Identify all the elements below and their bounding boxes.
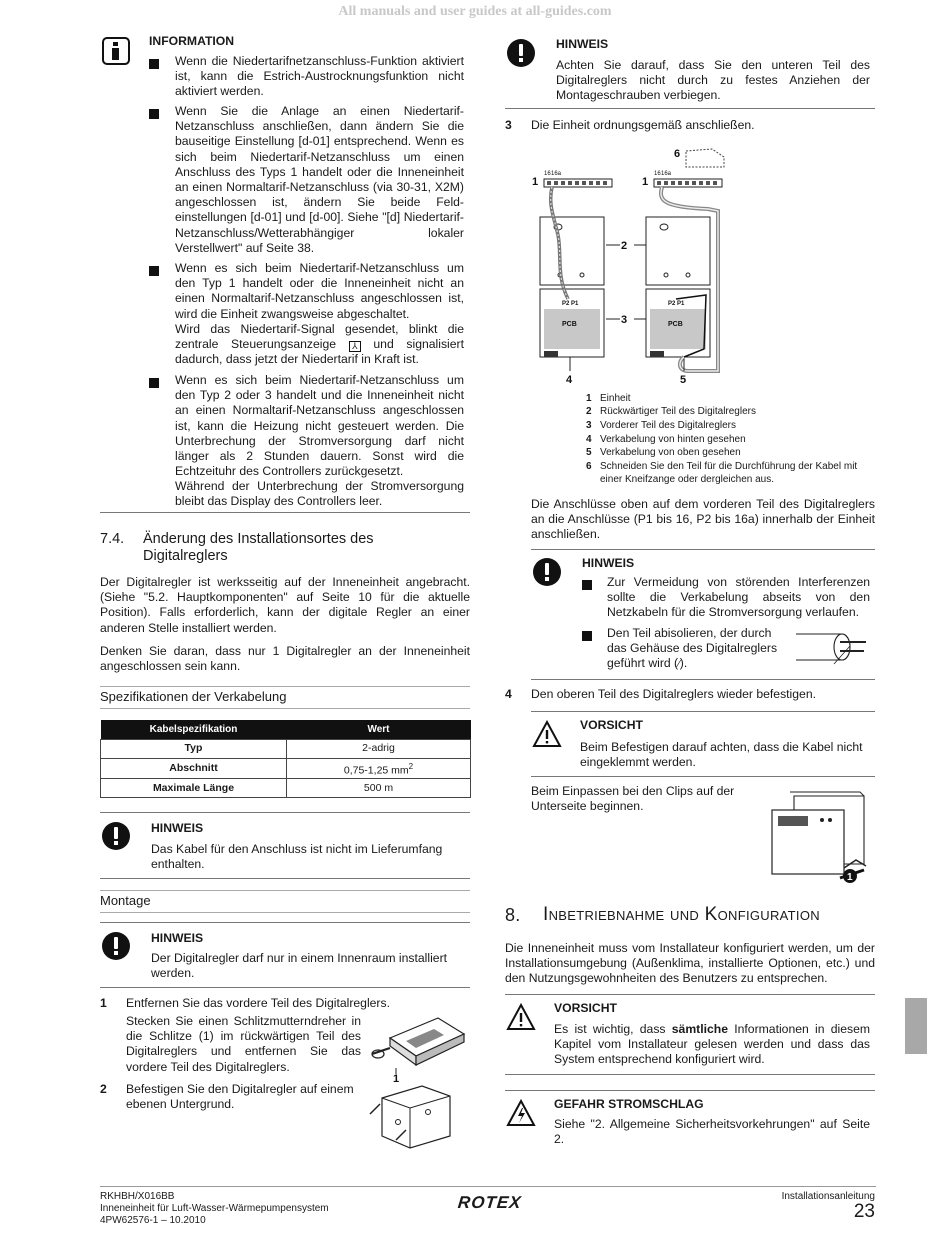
divider [100,987,470,988]
clips-paragraph: Beim Einpassen bei den Clips auf der Unterseite beginnen. [531,784,735,814]
info-title: INFORMATION [149,34,235,48]
p2p1-label-right: P2 P1 [668,301,685,307]
step-4-text: Den oberen Teil des Digitalreglers wieder befestigen. [531,687,816,701]
section-8-vorsicht-title: VORSICHT [554,1001,617,1015]
fig-label-1-left: 1 [532,176,539,188]
fig-label-3: 3 [621,314,628,326]
legend-text: Verkabelung von oben gesehen [600,447,741,458]
hinweis-cable-title: HINWEIS [151,821,204,835]
notice-icon [533,558,561,586]
montage-heading: Montage [100,893,151,908]
wiring-illustration [528,145,734,387]
step-2-text: Befestigen Sie den Digitalregler auf einem ebenen Untergrund. [126,1082,354,1112]
fig-label-5: 5 [680,374,687,386]
spec-value-with-unit [287,758,471,779]
cable-strip-illustration [792,626,872,666]
legend-num: 1 [586,393,592,404]
bullet-icon [582,580,592,590]
notice-icon [507,39,535,67]
bullet-icon [149,59,159,69]
footer-product: Inneneinheit für Luft-Wasser-Wärmepumpensystem [100,1203,329,1214]
fig-label-1-right: 1 [642,176,649,188]
vorsicht-text-bold: sämtliche [671,1022,728,1036]
spec-heading: Spezifikationen der Verkabelung [100,689,287,704]
step-1-number: 1 [100,996,107,1010]
spec-key: Typ [101,739,287,758]
info-bullet-4: Wenn es sich beim Niedertarif-Netzanschluss um den Typ 2 oder 3 handelt und die Inneneinheit nicht an einen Normaltarif-Netzanschluss angeschlossen ist, kann die Heizung nicht gesteuert werden. Die Unterbrechung der Stromversorgung darf nicht länger als 2 Stunden dauern. Sonst wird die Echtzeituhr des Controllers zurückgesetzt. [175,373,464,479]
legend-num: 2 [586,406,592,417]
section-8-number: 8. [505,905,521,925]
fig-label-6: 6 [674,148,681,160]
p2p1-label-left: P2 P1 [562,301,579,307]
vorsicht-text-b: Informationen in diesem Kapitel vom Installateur gelesen werden und dass das System entsprechend konfiguriert wird. [554,1022,871,1067]
section-8-intro: Die Inneneinheit muss vom Installateur konfiguriert werden, um der Installationsumgebung (Außenklima, installierte Optionen, etc.) und den Nutzungsgewohnheiten des Benutzers zu entsprechen. [505,941,875,986]
divider [100,812,470,813]
wall-mount-illustration [368,1082,458,1152]
pcb-label-left: PCB [562,321,577,328]
vorsicht-text-a: Es ist wichtig, dass [554,1022,666,1036]
section-7-4-title-1: Änderung des Installationsortes des [143,531,374,547]
clip-illustration [764,786,874,884]
table-row [101,758,471,779]
legend-item [586,446,741,459]
divider [100,686,470,687]
step-4-number: 4 [505,687,512,701]
clip-label-1: 1 [847,872,853,883]
notice-icon [102,822,130,850]
strip-mark-icon: ⁄ [678,659,680,671]
legend-num: 3 [586,420,592,431]
table-row [101,779,471,798]
right-hinweis-1-title: HINWEIS [556,37,609,51]
electric-shock-icon [506,1099,536,1127]
terminal-16a-label: 16a [551,171,562,177]
right-hinweis-2-bullet-2-text: Den Teil abisolieren, der durch das Gehäuse des Digitalreglers geführt wird ( [607,626,778,671]
montage-hinweis-title: HINWEIS [151,931,204,945]
legend-num: 5 [586,447,592,458]
section-8-vorsicht-text [554,1022,870,1068]
cable-spec-table [100,720,471,798]
info-bullet-2: Wenn Sie die Anlage an einen Niedertarif-Netzanschluss anschließen, dann ändern Sie die bauseitige Einstellung [d-01] entsprechend. Wenn es sich beim Niedertarif-Netzanschluss um einen Anschluss des Typs 1 handelt oder die Inneneinheit an einen Normaltarif-Netzanschluss (via 30-31, X2M) angeschlossen ist, ändern Sie beide Feld-einstellungen [d-01] und [d-00]. Siehe "[d] Niedertarif-Netzanschluss/Wetterabhängiger lokaler Verstellwert" auf Seite 38. [175,104,464,255]
spec-value: 2-adrig [287,739,471,758]
bullet-icon [582,631,592,641]
legend-item [586,460,857,473]
step-1-detail: Stecken Sie einen Schlitzmutterndreher in die Schlitze (1) im rückwärtigen Teil des Digitalreglers und entfernen Sie das vordere Teil des Digitalreglers. [126,1014,361,1074]
section-8-title: Inbetriebnahme und Konfiguration [543,904,820,925]
section-7-4-title-2: Digitalreglers [143,548,228,564]
spec-key: Maximale Länge [101,779,287,798]
terminal-16-label-right: 16 [654,171,661,177]
central-control-icon: ⅄ [349,341,361,352]
terminal-16a-label-right: 16a [661,171,672,177]
legend-item [586,433,746,446]
table-row [101,739,471,758]
footer-doc-number: 4PW62576-1 – 10.2010 [100,1215,206,1226]
caution-icon [532,720,562,748]
spec-col-header-2: Wert [287,720,471,739]
information-icon [102,37,130,65]
vorsicht-1-title: VORSICHT [580,718,643,732]
info-bullet-1: Wenn die Niedertarifnetzanschluss-Funktion aktiviert ist, kann die Estrich-Austrocknungsfunktion nicht aktiviert werden. [175,54,464,99]
legend-item [586,473,774,486]
step-1-text: Entfernen Sie das vordere Teil des Digitalreglers. [126,996,390,1010]
pcb-label-right: PCB [668,321,683,328]
divider [531,711,875,712]
divider [100,708,470,709]
vorsicht-1-text: Beim Befestigen darauf achten, dass die Kabel nicht eingeklemmt werden. [580,740,863,770]
page-number: 23 [853,1201,875,1222]
divider [100,878,470,879]
bullet-icon [149,266,159,276]
legend-item [586,405,756,418]
right-hinweis-2-bullet-2-end: ). [679,656,688,671]
divider [505,1090,875,1091]
legend-text: Verkabelung von hinten gesehen [600,434,746,445]
right-hinweis-2-bullet-1: Zur Vermeidung von störenden Interferenzen sollte die Verkabelung abseits von den Netzkabeln für die Stromversorgung verlaufen. [607,575,870,620]
section-7-4-number: 7.4. [100,531,125,547]
info-bullet-3-extra [175,322,464,368]
divider [100,922,470,923]
right-hinweis-2-title: HINWEIS [582,556,635,570]
spec-col-header-1: Kabelspezifikation [101,720,287,739]
info-bullet-3: Wenn es sich beim Niedertarif-Netzanschluss um den Typ 1 handelt oder die Inneneinheit nicht an einen Normaltarif-Netzanschluss angeschlossen ist, wird die Einheit zwangsweise abgeschaltet. [175,261,464,321]
bullet-icon [149,109,159,119]
legend-text: Einheit [600,393,631,404]
divider [531,776,875,777]
bullet-icon [149,378,159,388]
notice-icon [102,932,130,960]
info-bullet-3-extra-a: Wird das Niedertarif-Signal gesendet, blinkt die zentrale Steuerungsanzeige [175,322,464,352]
spec-key: Abschnitt [101,758,287,779]
footer-brand-logo: ROTEX [457,1193,523,1212]
caution-icon [506,1003,536,1031]
divider [100,890,470,891]
fig-label-2: 2 [621,240,628,252]
gefahr-text: Siehe "2. Allgemeine Sicherheitsvorkehrungen" auf Seite 2. [554,1117,870,1147]
chapter-tab [905,998,927,1054]
divider [505,108,875,109]
fig-label-1: 1 [393,1073,400,1084]
terminal-16-label: 16 [544,171,551,177]
info-bullet-4-extra: Während der Unterbrechung der Stromversorgung bleibt das Display des Controllers leer. [175,479,464,509]
divider [531,549,875,550]
footer-model: RKHBH/X016BB [100,1191,175,1202]
divider [505,994,875,995]
hinweis-cable-text: Das Kabel für den Anschluss ist nicht im Lieferumfang enthalten. [151,842,443,872]
legend-item [586,419,736,432]
spec-value: 500 m [287,779,471,798]
step-3-text: Die Einheit ordnungsgemäß anschließen. [531,118,755,132]
info-bullet-3-extra-b: und signalisiert dadurch, dass jetzt der Niedertarif in Kraft ist. [175,337,464,367]
remove-front-illustration [368,1008,468,1084]
gefahr-title: GEFAHR STROMSCHLAG [554,1097,704,1111]
legend-text: Rückwärtiger Teil des Digitalreglers [600,406,756,417]
right-hinweis-2-bullet-2 [607,626,787,673]
legend-num: 4 [586,434,592,445]
divider [505,1074,875,1075]
section-7-4-paragraph-2: Denken Sie daran, dass nur 1 Digitalregler an der Inneneinheit angeschlossen sein kann. [100,644,470,674]
superscript: 2 [408,761,414,771]
legend-text: Vorderer Teil des Digitalreglers [600,420,736,431]
divider [531,679,875,680]
right-hinweis-1-text: Achten Sie darauf, dass Sie den unteren Teil des Digitalreglers nicht durch zu festes Anziehen der Montageschrauben verbiegen. [556,58,870,103]
footer-doc-type: Installationsanleitung [781,1191,875,1202]
fig-label-4: 4 [566,374,573,386]
divider [100,912,470,913]
step-3-number: 3 [505,118,512,132]
legend-item [586,392,631,405]
step-2-number: 2 [100,1082,107,1096]
section-7-4-paragraph-1: Der Digitalregler ist werksseitig auf der Inneneinheit angebracht. (Siehe "5.2. Hauptkomponenten" auf Seite 10 für die aktuelle Position). Falls erforderlich, kann der digitale Regler an einer anderen Stelle installiert werden. [100,575,470,635]
connection-paragraph: Die Anschlüsse oben auf dem vorderen Teil des Digitalreglers an die Anschlüsse (P1 bis 16, P2 bis 16a) innerhalb der Einheit anschließen. [531,497,875,542]
legend-num: 6 [586,461,592,472]
legend-text: Schneiden Sie den Teil für die Durchführung der Kabel mit [600,461,858,472]
footer-divider [100,1186,876,1187]
legend-text: einer Kneifzange oder dergleichen aus. [600,474,775,485]
montage-hinweis-text: Der Digitalregler darf nur in einem Innenraum installiert werden. [151,951,448,981]
divider [100,512,470,513]
spec-value: 0,75-1,25 mm [343,764,409,776]
watermark: All manuals and user guides at all-guides.com [338,4,612,19]
